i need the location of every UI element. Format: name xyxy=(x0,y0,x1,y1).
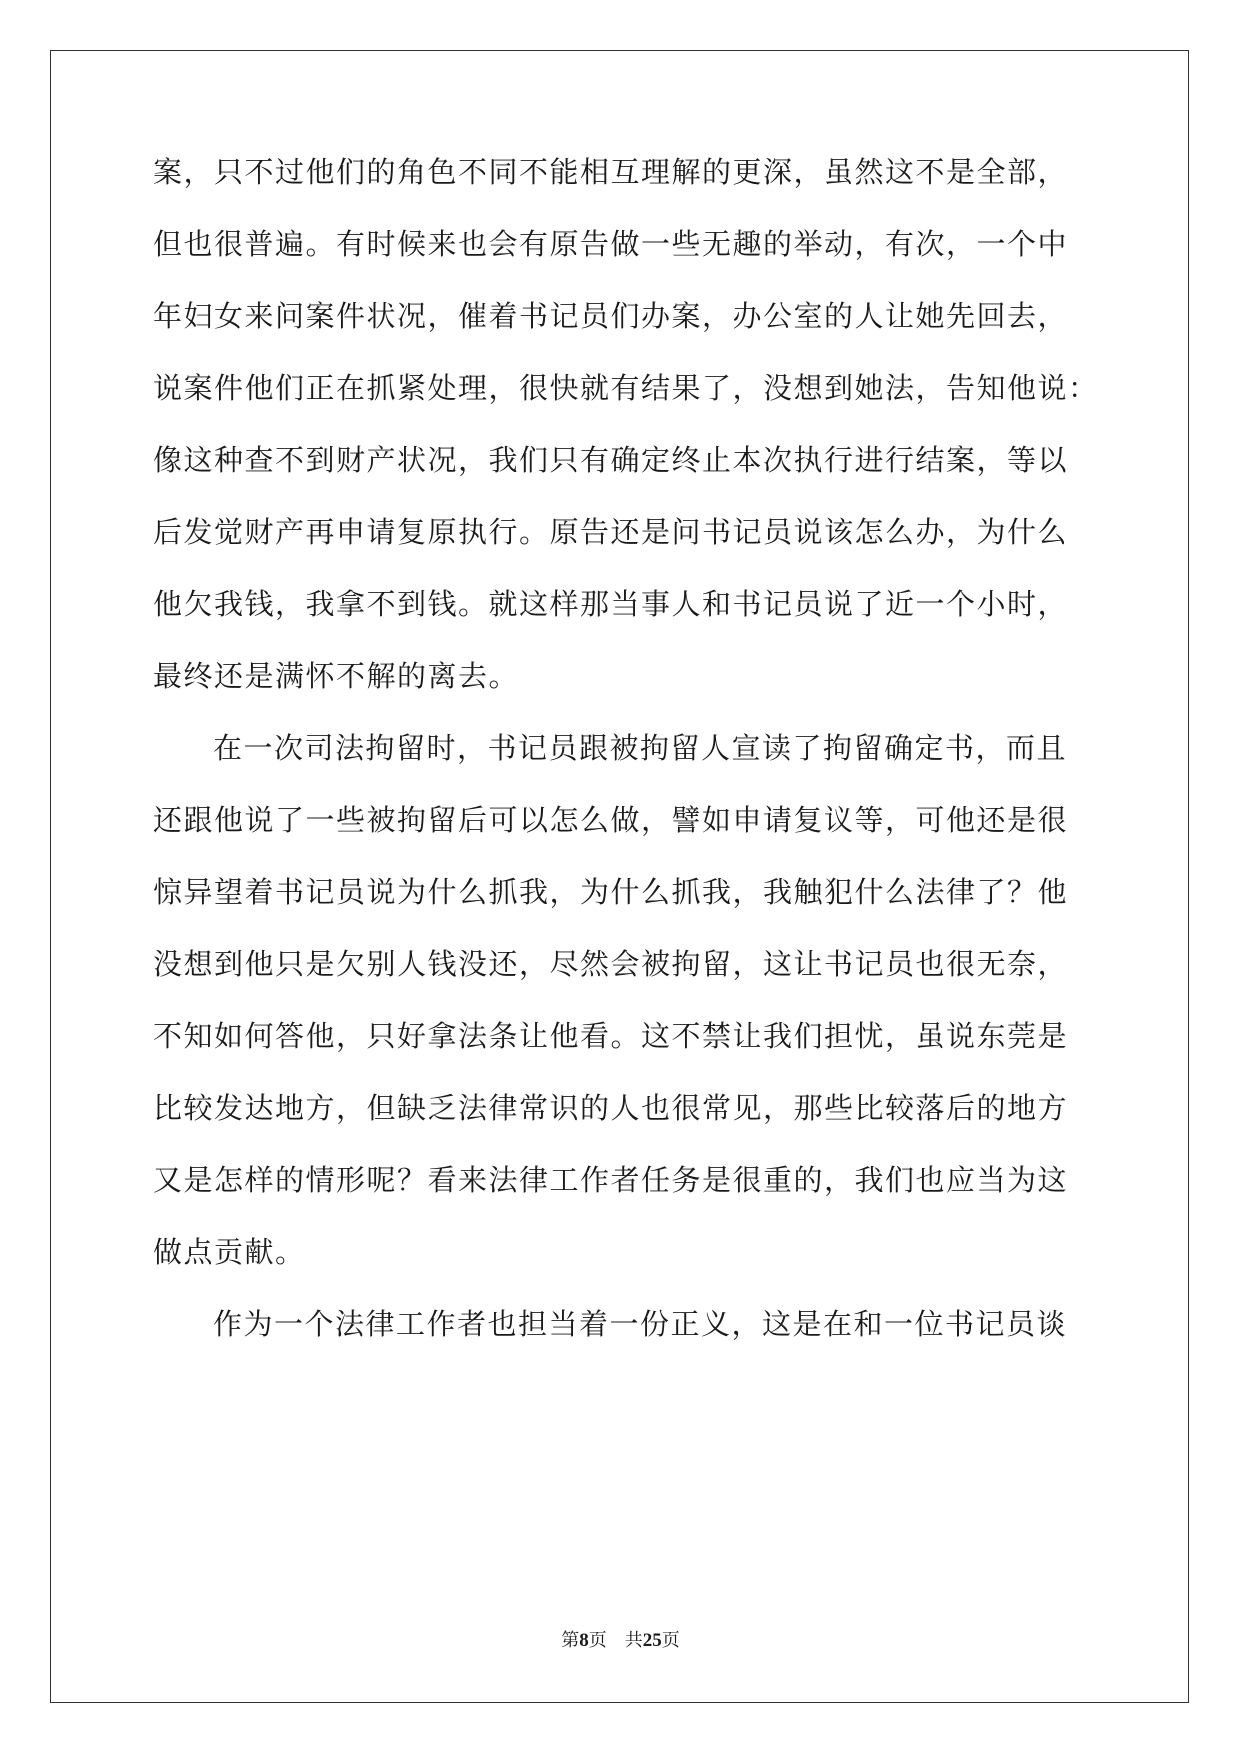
page-footer xyxy=(0,1629,1241,1653)
page-prefix: 第 xyxy=(561,1630,580,1651)
text-line: 还跟他说了一些被拘留后可以怎么做，譬如申请复议等，可他还是很 xyxy=(153,803,1069,837)
text-line: 惊异望着书记员说为什么抓我，为什么抓我，我触犯什么法律了？他 xyxy=(153,875,1069,909)
page-suffix: 页 xyxy=(588,1630,607,1651)
text-line: 说案件他们正在抓紧处理，很快就有结果了，没想到她法，告知他说： xyxy=(153,371,1099,405)
text-line: 最终还是满怀不解的离去。 xyxy=(153,659,520,693)
paragraph-first-line: 作为一个法律工作者也担当着一份正义，这是在和一位书记员谈 xyxy=(213,1307,1068,1341)
text-line: 像这种查不到财产状况，我们只有确定终止本次执行进行结案，等以 xyxy=(153,443,1069,477)
paragraph-first-line: 在一次司法拘留时，书记员跟被拘留人宣读了拘留确定书，而且 xyxy=(213,731,1068,765)
text-line: 又是怎样的情形呢？看来法律工作者任务是很重的，我们也应当为这 xyxy=(153,1163,1069,1197)
text-line: 不知如何答他，只好拿法条让他看。这不禁让我们担忧，虽说东莞是 xyxy=(153,1019,1069,1053)
text-line: 做点贡献。 xyxy=(153,1235,306,1269)
page-number: 8 xyxy=(579,1630,589,1651)
text-line: 但也很普遍。有时候来也会有原告做一些无趣的举动，有次，一个中 xyxy=(153,227,1069,261)
text-line: 比较发达地方，但缺乏法律常识的人也很常见，那些比较落后的地方 xyxy=(153,1091,1069,1125)
total-suffix: 页 xyxy=(661,1630,680,1651)
text-line: 没想到他只是欠别人钱没还，尽然会被拘留，这让书记员也很无奈， xyxy=(153,947,1069,981)
total-prefix: 共 xyxy=(624,1630,643,1651)
text-line: 年妇女来问案件状况，催着书记员们办案，办公室的人让她先回去， xyxy=(153,299,1069,333)
text-line: 后发觉财产再申请复原执行。原告还是问书记员说该怎么办，为什么 xyxy=(153,515,1069,549)
total-pages: 25 xyxy=(642,1630,662,1651)
text-line: 案，只不过他们的角色不同不能相互理解的更深，虽然这不是全部， xyxy=(153,155,1069,189)
text-line: 他欠我钱，我拿不到钱。就这样那当事人和书记员说了近一个小时， xyxy=(153,587,1069,621)
